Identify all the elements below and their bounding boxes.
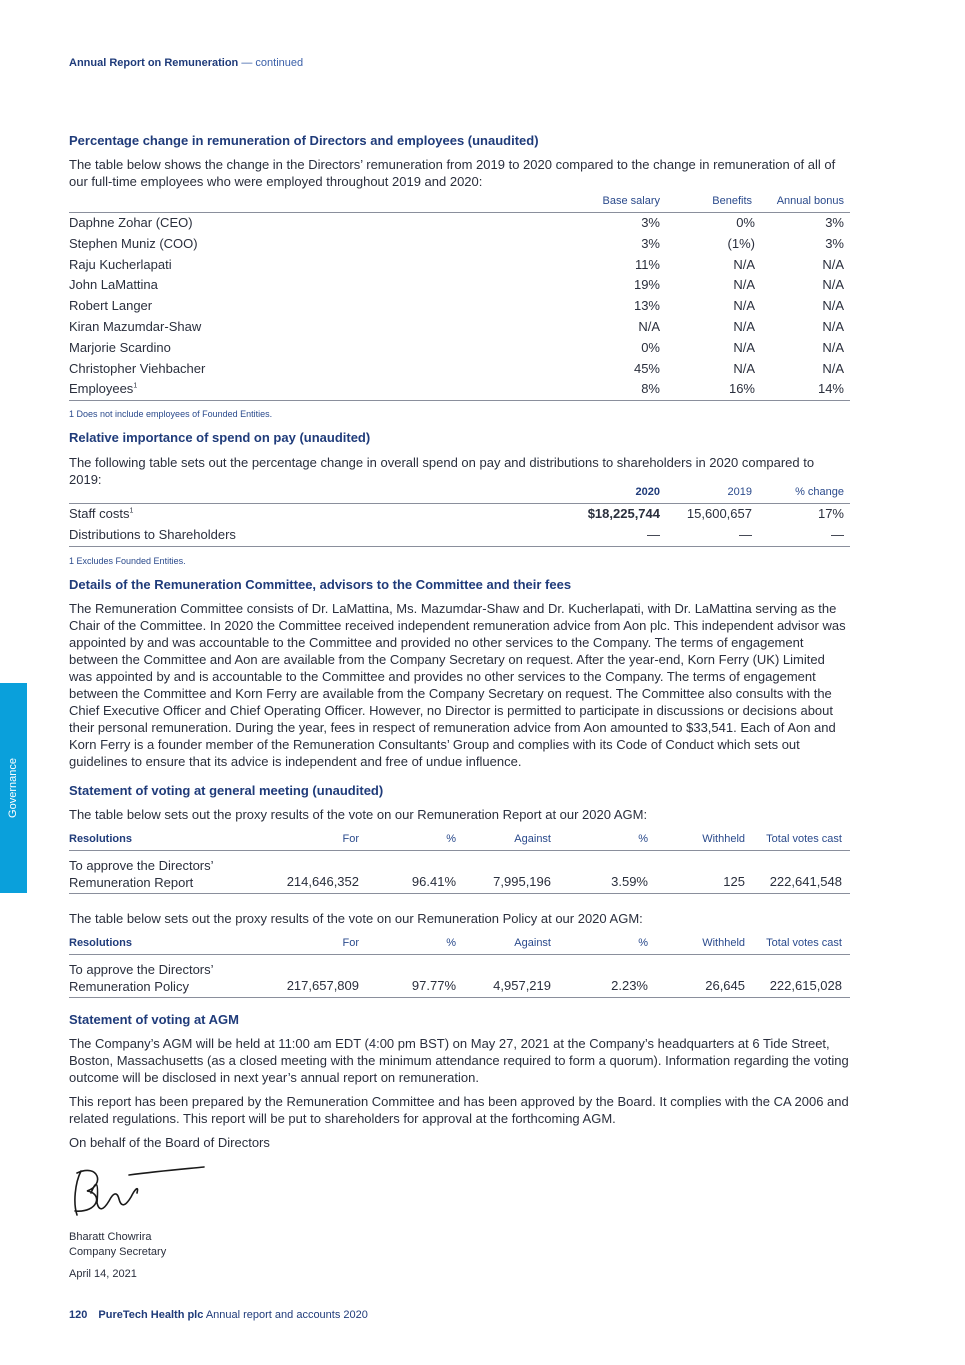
signature-image — [69, 1163, 209, 1223]
voting-report-row — [69, 851, 850, 894]
footer-doc: Annual report and accounts 2020 — [205, 1309, 368, 1321]
cell-benefits — [729, 381, 755, 396]
cell-annual-bonus-text: 3% — [825, 215, 844, 230]
page-footer — [69, 1309, 368, 1321]
voting-policy-row — [69, 955, 850, 998]
table-row — [69, 317, 850, 338]
cell-annual-bonus — [822, 319, 844, 334]
spend-footnote: 1 Excludes Founded Entities. — [69, 556, 186, 566]
cell-against-pct: 3.59% — [611, 874, 648, 889]
cell-benefits-text: N/A — [733, 360, 755, 376]
voting-heading: Statement of voting at general meeting (unaudited) — [69, 783, 384, 798]
cell-total: 222,615,028 — [769, 978, 842, 993]
row-name-text: Daphne Zohar (CEO) — [69, 215, 193, 230]
cell-benefits — [733, 361, 755, 376]
cell-annual-bonus — [818, 381, 844, 396]
col-for-pct: % — [446, 937, 456, 949]
cell-benefits-text: N/A — [733, 339, 755, 355]
cell-annual-bonus — [822, 257, 844, 272]
cell-base-salary — [638, 319, 660, 334]
committee-heading: Details of the Remuneration Committee, advisors to the Committee and their fees — [69, 577, 572, 592]
pct-change-heading: Percentage change in remuneration of Directors and employees (unaudited) — [69, 133, 539, 148]
col-base-salary: Base salary — [602, 195, 660, 207]
cell-2020-text: $18,225,744 — [587, 506, 660, 521]
cell-annual-bonus-text: N/A — [822, 298, 844, 314]
running-header-continued: — continued — [241, 57, 304, 69]
cell-base-salary — [635, 257, 660, 272]
cell-base-salary — [634, 277, 660, 292]
pct-change-header — [69, 195, 850, 213]
row-name — [69, 236, 198, 251]
signatory-name: Bharatt Chowrira — [69, 1231, 152, 1243]
spend-heading: Relative importance of spend on pay (unaudited) — [69, 430, 371, 445]
table-row — [69, 213, 850, 234]
cell-against: 4,957,219 — [493, 978, 551, 993]
table-row — [69, 525, 850, 547]
cell-annual-bonus — [822, 340, 844, 355]
pct-change-intro: The table below shows the change in the Directors’ remuneration from 2019 to 2020 compared to the change in remuneration of all of our full-time employees who were employed throughout 2019 and 2020: — [69, 157, 836, 189]
cell-base-salary — [641, 236, 660, 251]
cell-benefits-text: N/A — [733, 318, 755, 334]
cell-base-salary-text: 11% — [634, 256, 660, 272]
cell-base-salary-text: 3% — [641, 215, 660, 230]
footnote-marker: 1 — [129, 507, 134, 515]
col-benefits: Benefits — [712, 195, 752, 207]
col-annual-bonus: Annual bonus — [776, 195, 844, 207]
cell-benefits — [736, 215, 755, 230]
cell-benefits-text: (1%) — [727, 235, 755, 251]
cell-annual-bonus — [822, 361, 844, 376]
row-name — [69, 381, 137, 396]
row-name — [69, 340, 171, 355]
col-against-pct: % — [638, 833, 648, 845]
row-name-text: Kiran Mazumdar-Shaw — [69, 318, 202, 334]
cell-pct-change — [831, 527, 844, 542]
row-name — [69, 257, 172, 272]
cell-annual-bonus-text: N/A — [822, 256, 844, 272]
cell-annual-bonus-text: N/A — [822, 277, 844, 293]
cell-annual-bonus-text: 3% — [825, 235, 844, 251]
cell-base-salary-text: 0% — [641, 339, 660, 355]
resolution-label — [69, 857, 214, 891]
row-name-text: Christopher Viehbacher — [69, 360, 206, 376]
resolution-line2: Remuneration Policy — [69, 979, 189, 994]
cell-benefits-text: 16% — [728, 381, 755, 397]
row-name-text: Robert Langer — [69, 298, 153, 314]
agm-heading: Statement of voting at AGM — [69, 1012, 239, 1027]
pct-change-table — [69, 195, 850, 401]
running-header — [69, 57, 303, 69]
table-row — [69, 504, 850, 525]
section-tab — [0, 683, 27, 893]
cell-base-salary-text: 19% — [633, 277, 660, 293]
cell-base-salary — [634, 361, 660, 376]
cell-benefits — [733, 319, 755, 334]
agm-paragraph-1: The Company’s AGM will be held at 11:00 am EDT (4:00 pm BST) on May 27, 2021 at the Company’s headquarters at 6 Tide Street, Boston, Massachusetts (as a closed meeting with the minimum attendance required to form a quorum). Information regarding the voting outcome will be disclosed in next year’s annual report on remuneration. — [69, 1036, 849, 1085]
cell-withheld: 125 — [723, 874, 745, 889]
cell-base-salary — [634, 298, 660, 313]
col-2019: 2019 — [727, 486, 752, 498]
spend-rows — [69, 504, 850, 547]
spend-header — [69, 486, 850, 504]
cell-2019-text: 15,600,657 — [686, 506, 752, 521]
row-name-text: Distributions to Shareholders — [69, 526, 236, 542]
col-against: Against — [514, 833, 551, 845]
cell-for: 214,646,352 — [286, 874, 359, 889]
cell-annual-bonus-text: 14% — [817, 381, 844, 397]
cell-annual-bonus-text: N/A — [822, 318, 844, 334]
col-2020: 2020 — [635, 486, 660, 498]
row-name — [69, 506, 133, 521]
row-name — [69, 298, 152, 313]
table-row — [69, 296, 850, 317]
col-withheld: Withheld — [702, 937, 745, 949]
cell-base-salary-text: 8% — [641, 381, 660, 397]
table-row — [69, 379, 850, 401]
cell-annual-bonus-text: N/A — [822, 360, 844, 376]
cell-annual-bonus — [825, 236, 844, 251]
table-row — [69, 275, 850, 296]
agm-paragraph-3: On behalf of the Board of Directors — [69, 1135, 270, 1150]
agm-paragraph-2: This report has been prepared by the Remuneration Committee and has been approved by the Board. It complies with the CA 2006 and related regulations. This report will be put to shareholders for approval at the forthcoming AGM. — [69, 1094, 849, 1126]
spend-table — [69, 486, 850, 547]
cell-annual-bonus — [822, 277, 844, 292]
section-tab-label: Governance — [7, 758, 19, 818]
resolution-line1: To approve the Directors’ — [69, 858, 214, 873]
pct-change-footnote: 1 Does not include employees of Founded Entities. — [69, 409, 273, 419]
footnote-marker: 1 — [133, 383, 138, 391]
cell-base-salary-text: 45% — [633, 360, 660, 376]
cell-base-salary — [641, 215, 660, 230]
col-for-pct: % — [446, 833, 456, 845]
signatory-title: Company Secretary — [69, 1246, 167, 1258]
cell-annual-bonus — [822, 298, 844, 313]
voting-intro-policy: The table below sets out the proxy results of the vote on our Remuneration Policy at our 2020 AGM: — [69, 911, 643, 926]
col-total-votes: Total votes cast — [766, 833, 842, 845]
cell-for-pct: 96.41% — [411, 874, 456, 889]
voting-policy-table — [69, 937, 850, 998]
table-row — [69, 234, 850, 255]
cell-2020 — [588, 506, 660, 521]
col-for: For — [342, 937, 359, 949]
cell-benefits — [733, 340, 755, 355]
cell-2020 — [647, 527, 660, 542]
table-row — [69, 338, 850, 359]
resolution-label — [69, 961, 214, 995]
voting-report-header — [69, 833, 850, 851]
cell-pct-change-text: — — [831, 526, 844, 542]
resolution-line2: Remuneration Report — [69, 875, 194, 890]
cell-2020-text: — — [647, 526, 660, 542]
col-against: Against — [514, 937, 551, 949]
col-withheld: Withheld — [702, 833, 745, 845]
cell-benefits — [733, 298, 755, 313]
spend-intro: The following table sets out the percentage change in overall spend on pay and distributions to shareholders in 2020 compared to 2019: — [69, 455, 815, 487]
voting-policy-header — [69, 937, 850, 955]
row-name — [69, 277, 158, 292]
voting-intro-report: The table below sets out the proxy results of the vote on our Remuneration Report at our 2020 AGM: — [69, 807, 648, 822]
cell-benefits-text: N/A — [733, 277, 755, 293]
row-name — [69, 319, 201, 334]
pct-change-rows — [69, 213, 850, 401]
resolution-line1: To approve the Directors’ — [69, 962, 214, 977]
col-resolutions: Resolutions — [69, 937, 132, 949]
cell-for: 217,657,809 — [286, 978, 359, 993]
cell-2019 — [739, 527, 752, 542]
cell-withheld: 26,645 — [705, 978, 745, 993]
cell-base-salary-text: N/A — [638, 318, 660, 334]
cell-base-salary-text: 13% — [633, 298, 660, 314]
cell-benefits — [733, 257, 755, 272]
cell-against: 7,995,196 — [493, 874, 551, 889]
col-against-pct: % — [638, 937, 648, 949]
cell-benefits — [728, 236, 755, 251]
row-name — [69, 527, 236, 542]
cell-pct-change — [818, 506, 844, 521]
cell-base-salary — [641, 340, 660, 355]
col-pct-change: % change — [795, 486, 844, 498]
page-number: 120 — [69, 1309, 88, 1321]
cell-annual-bonus — [825, 215, 844, 230]
cell-total: 222,641,548 — [769, 874, 842, 889]
voting-report-table — [69, 833, 850, 894]
cell-benefits-text: N/A — [733, 298, 755, 314]
row-name-text: Marjorie Scardino — [69, 339, 171, 355]
cell-against-pct: 2.23% — [611, 978, 648, 993]
row-name-text: Raju Kucherlapati — [69, 256, 172, 272]
cell-2019-text: — — [739, 526, 752, 542]
committee-body: The Remuneration Committee consists of Dr. LaMattina, Ms. Mazumdar-Shaw and Dr. Kucherlapati, with Dr. LaMattina serving as the Chair of the Committee. In 2020 the Committee received independent remuneration advice from Aon plc. This independent advisor was appointed by and was accountable to the Committee and provided no other services to the Company. The terms of engagement between the Committee and Aon are available from the Company Secretary on request. After the year-end, Korn Ferry (UK) Limited was appointed by and is accountable to the Committee and provides no other services to the Company. The terms of engagement between the Committee and Korn Ferry are available from the Company Secretary on request. The Committee also consults with the Chief Executive Officer and Chief Operating Officer. However, no Director is permitted to participate in discussions or decisions about their personal remuneration. During the year, fees in respect of remuneration advice from Aon amounted to $33,541. Each of Aon and Korn Ferry is a founder member of the Remuneration Consultants’ Group and complies with its Code of Conduct which sets out guidelines to ensure that its advice is independent and free of undue influence. — [69, 601, 846, 769]
col-resolutions: Resolutions — [69, 833, 132, 845]
cell-pct-change-text: 17% — [817, 506, 844, 521]
running-header-section: Annual Report on Remuneration — [69, 57, 239, 69]
cell-annual-bonus-text: N/A — [822, 339, 844, 355]
cell-2019 — [687, 506, 752, 521]
row-name — [69, 215, 193, 230]
row-name-text: Staff costs — [69, 506, 130, 521]
cell-base-salary-text: 3% — [641, 235, 660, 251]
cell-base-salary — [641, 381, 660, 396]
row-name-text: John LaMattina — [69, 277, 158, 293]
cell-benefits — [733, 277, 755, 292]
row-name-text: Employees — [69, 381, 134, 397]
row-name-text: Stephen Muniz (COO) — [69, 235, 198, 251]
cell-benefits-text: 0% — [736, 215, 755, 230]
row-name — [69, 361, 205, 376]
table-row — [69, 255, 850, 276]
signature-date: April 14, 2021 — [69, 1268, 137, 1280]
table-row — [69, 359, 850, 380]
col-for: For — [342, 833, 359, 845]
cell-for-pct: 97.77% — [411, 978, 456, 993]
col-total-votes: Total votes cast — [766, 937, 842, 949]
footer-company: PureTech Health plc — [98, 1309, 204, 1321]
cell-benefits-text: N/A — [733, 256, 755, 272]
